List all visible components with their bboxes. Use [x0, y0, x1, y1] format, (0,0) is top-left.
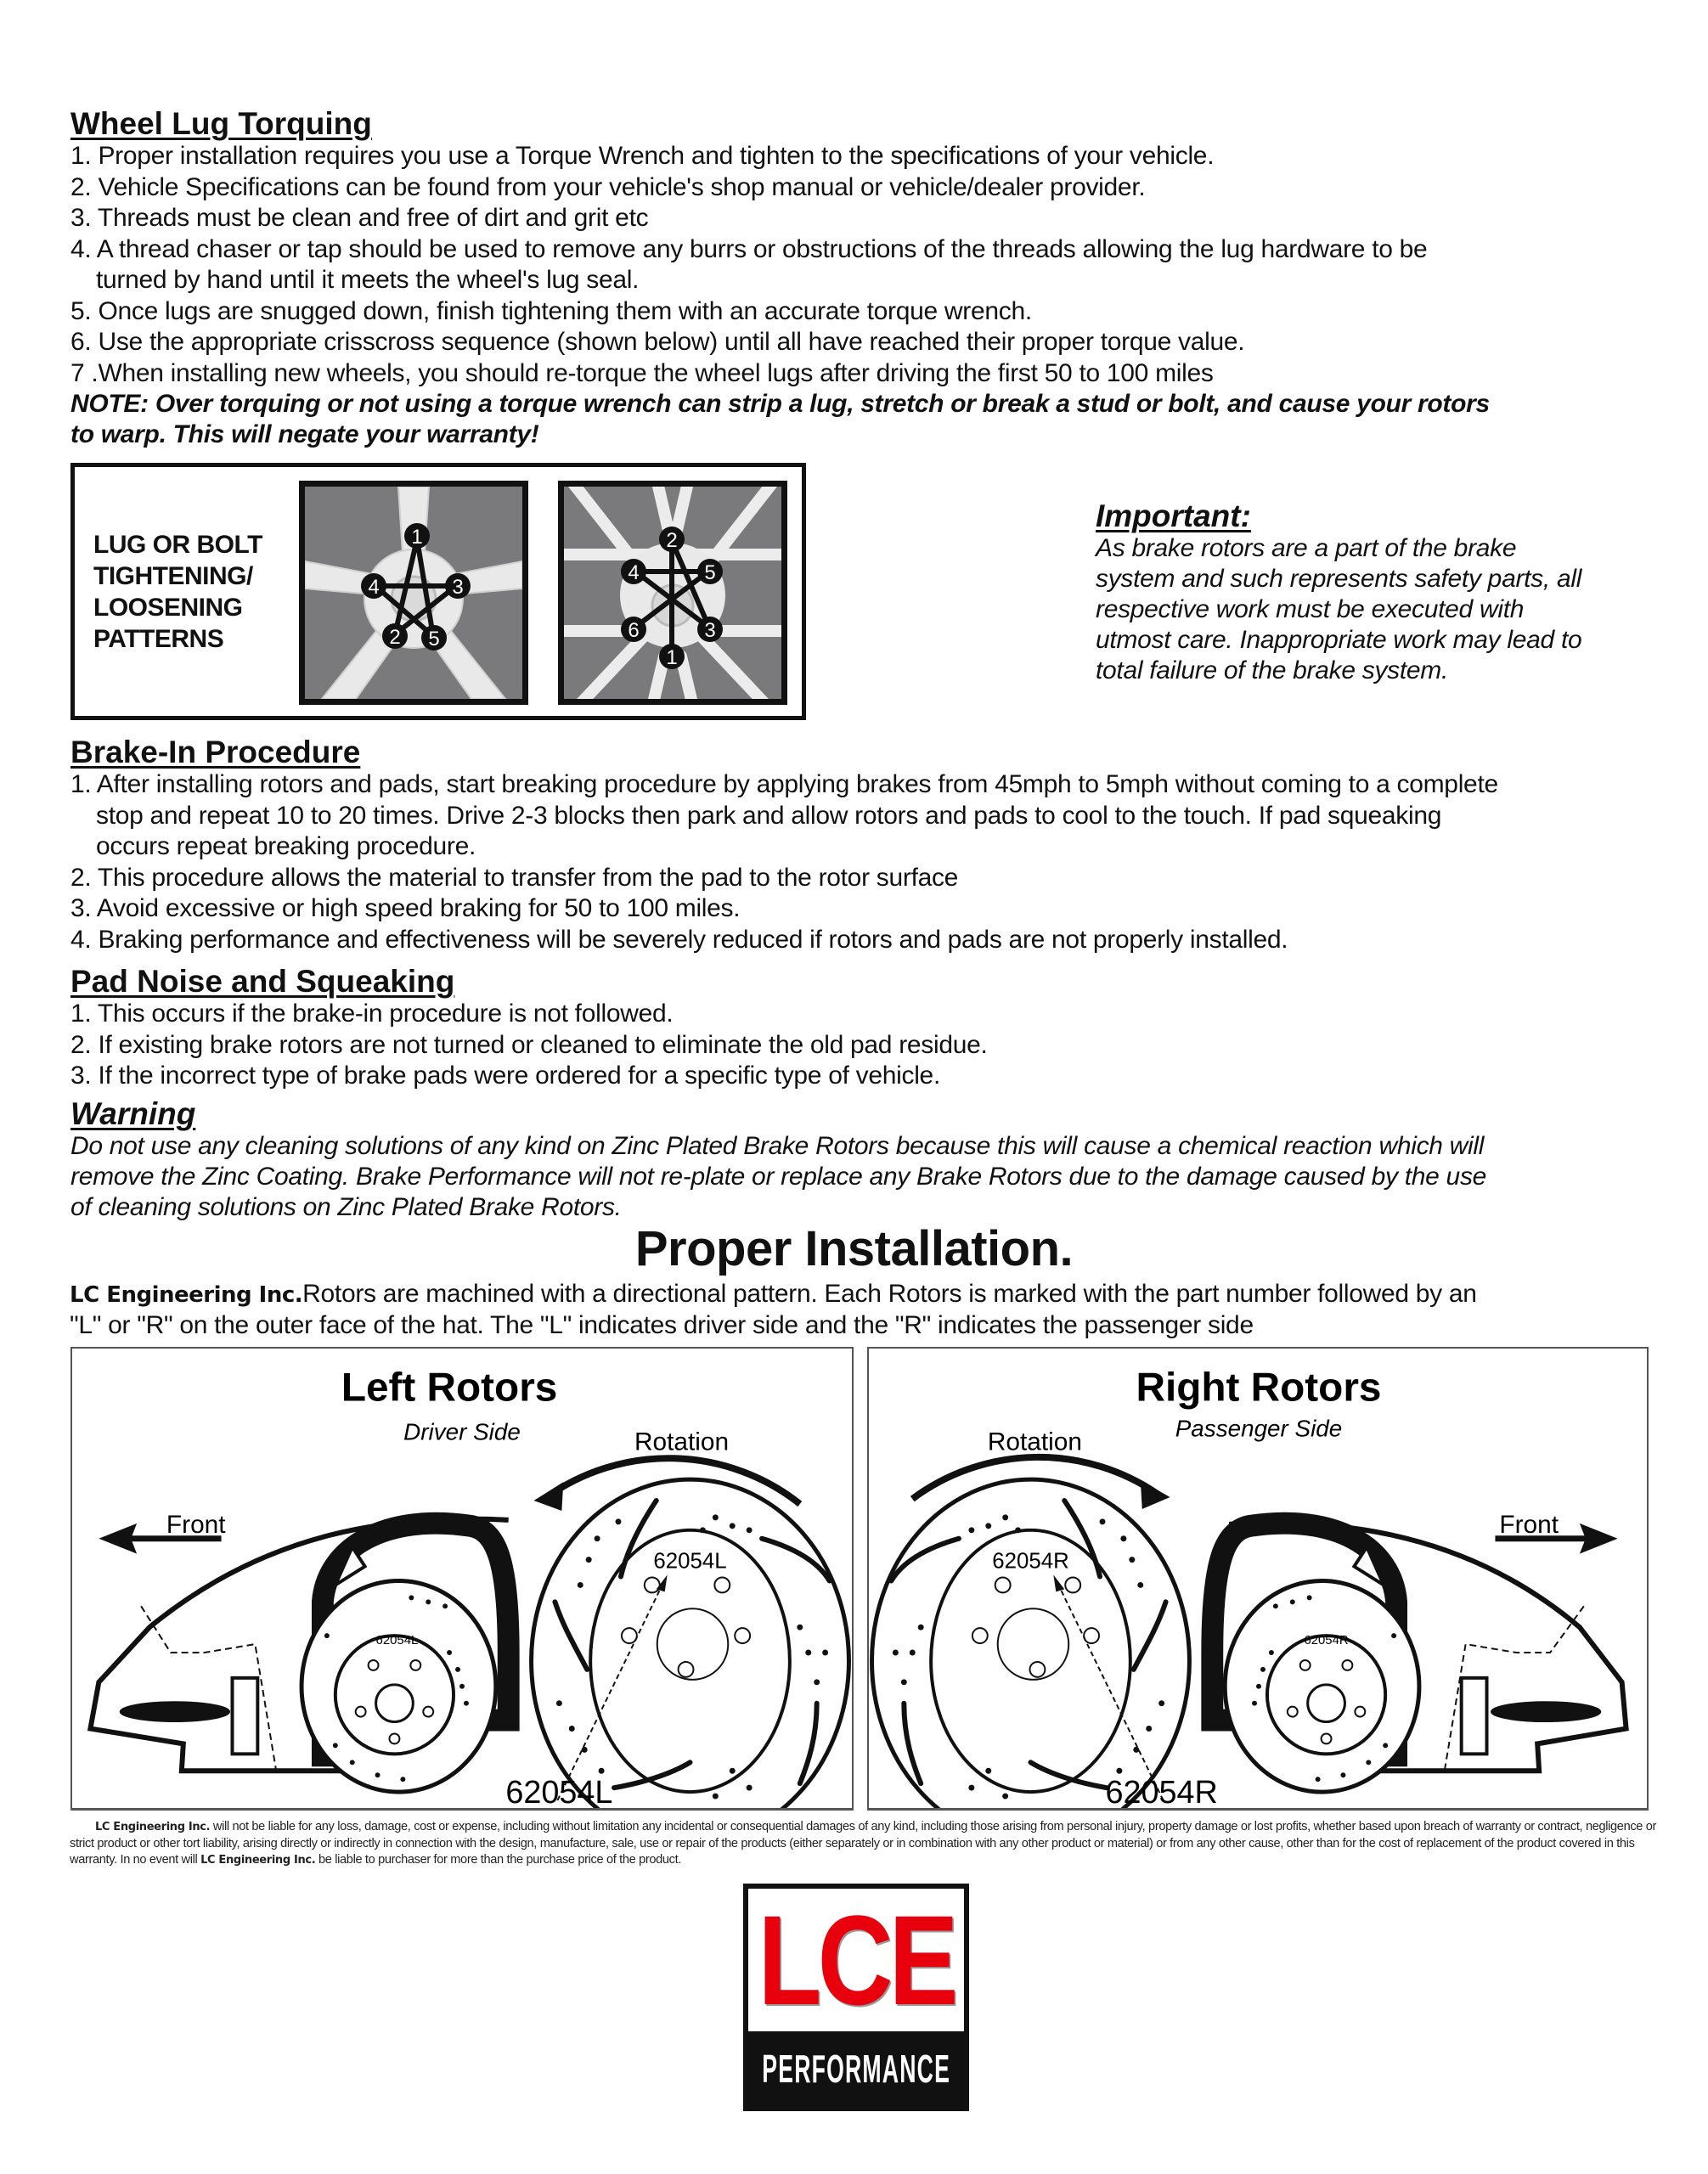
part-number-hat: 62054R — [992, 1549, 1069, 1574]
pad-noise-heading: Pad Noise and Squeaking — [70, 964, 455, 999]
brand-name: LC Engineering Inc. — [95, 1821, 211, 1833]
warning-heading: Warning — [70, 1096, 196, 1131]
proper-installation-title: Proper Installation. — [634, 1221, 1074, 1276]
list-item: 2. If existing brake rotors are not turned or cleaned to eliminate the old pad residue. — [70, 1030, 988, 1059]
label-line: PATTERNS — [93, 625, 224, 653]
lug-number: 4 — [368, 576, 380, 599]
list-item: 1. After installing rotors and pads, start breaking procedure by applying brakes from 45mph to 5mph without coming to a complete — [70, 770, 1498, 798]
multi-spoke-wheel-image — [564, 487, 781, 699]
right-rotors-panel — [867, 1347, 1649, 1811]
disclaimer-text: be liable to purchaser for more than the purchase price of the product. — [315, 1853, 682, 1867]
warning-line: of cleaning solutions on Zinc Plated Brake Rotors. — [70, 1193, 622, 1221]
lug-number: 3 — [704, 619, 716, 642]
right-rotor-diagram — [869, 1349, 1647, 1808]
right-panel-subtitle: Passenger Side — [1175, 1415, 1343, 1442]
list-item: 3. Threads must be clean and free of dirt and grit etc — [70, 204, 649, 232]
lug-number: 2 — [666, 529, 678, 552]
warning-line: remove the Zinc Coating. Brake Performance will not re-plate or replace any Brake Rotors due to the damage caused by the use — [70, 1163, 1487, 1191]
part-number-callout: 62054L — [505, 1775, 613, 1808]
lug-number: 1 — [666, 646, 678, 669]
list-item-continuation: occurs repeat breaking procedure. — [96, 832, 476, 860]
large-rotor — [872, 1479, 1190, 1808]
warning-line: Do not use any cleaning solutions of any kind on Zinc Plated Brake Rotors because this will cause a chemical reaction which will — [70, 1132, 1485, 1160]
lug-number: 5 — [428, 628, 440, 651]
intro-text: "L" or "R" on the outer face of the hat. The "L" indicates driver side and the "R" indicates the passenger side — [70, 1311, 1254, 1339]
label-line: TIGHTENING/ — [93, 562, 253, 590]
small-rotor — [302, 1580, 496, 1792]
right-panel-title: Right Rotors — [1136, 1365, 1382, 1411]
part-number-small: 62054L — [375, 1634, 419, 1648]
six-lug-wheel-diagram — [558, 481, 787, 705]
left-rotors-panel — [70, 1347, 854, 1811]
note-line: NOTE: Over torquing or not using a torque wrench can strip a lug, stretch or break a stud or bolt, and cause your rotors — [70, 390, 1490, 418]
left-panel-title: Left Rotors — [341, 1365, 558, 1411]
brake-in-heading: Brake-In Procedure — [70, 735, 361, 769]
logo-lce-text: LCE — [758, 1889, 955, 2031]
small-rotor — [1225, 1580, 1419, 1792]
list-item: 4. Braking performance and effectiveness will be severely reduced if rotors and pads are not properly installed. — [70, 925, 1288, 954]
large-rotor — [532, 1479, 849, 1808]
front-label: Front — [1499, 1510, 1559, 1539]
wheel-lug-list — [70, 141, 1427, 389]
intro-text: Rotors are machined with a directional pattern. Each Rotors is marked with the part number followed by an — [302, 1280, 1477, 1308]
part-number-hat: 62054L — [653, 1549, 727, 1574]
label-line: LOOSENING — [93, 594, 243, 622]
important-notice — [1096, 499, 1673, 686]
list-item: 5. Once lugs are snugged down, finish tightening them with an accurate torque wrench. — [70, 296, 1032, 325]
part-number-small: 62054R — [1304, 1634, 1349, 1648]
warning-text — [70, 1131, 1486, 1223]
important-line: total failure of the brake system. — [1096, 656, 1449, 684]
brand-name: LC Engineering Inc. — [200, 1854, 316, 1867]
list-item: 2. This procedure allows the material to transfer from the pad to the rotor surface — [70, 863, 959, 892]
lug-number: 1 — [411, 526, 423, 549]
important-heading: Important: — [1096, 498, 1251, 533]
pad-noise-list — [70, 999, 988, 1092]
wheel-lug-heading: Wheel Lug Torquing — [70, 106, 372, 141]
rotation-label: Rotation — [987, 1428, 1083, 1456]
lug-number: 5 — [704, 561, 716, 584]
important-line: respective work must be executed with — [1096, 595, 1525, 623]
lce-performance-logo — [743, 1884, 969, 2111]
brand-name: LC Engineering Inc. — [70, 1282, 303, 1308]
brake-in-list — [70, 769, 1498, 955]
lug-number: 2 — [389, 626, 401, 649]
list-item-continuation: turned by hand until it meets the wheel's lug seal. — [96, 266, 640, 294]
list-item: 4. A thread chaser or tap should be used to remove any burrs or obstructions of the threads allowing the lug hardware to be — [70, 234, 1428, 263]
list-item: 6. Use the appropriate crisscross sequence (shown below) until all have reached their proper torque value. — [70, 328, 1245, 356]
list-item: 1. Proper installation requires you use a Torque Wrench and tighten to the specifications of your vehicle. — [70, 142, 1215, 170]
disclaimer-text: will not be liable for any loss, damage, cost or expense, including without limitation any incidental or consequential damages of any kind, including those arising from personal injury, property damage or lost profits, whether based upon breach of warranty or contract, negligence or strict product or other tort liability, arising directly or indirectly in connection with the design, manufacture, sale, use or repair of the products (either separately or in combination with any other product or material) or from any other cause, other than for the cost of replacement of the product covered in this warranty. In no event will — [70, 1820, 1657, 1867]
five-spoke-wheel-image — [305, 487, 522, 699]
left-panel-subtitle: Driver Side — [403, 1418, 521, 1445]
lug-number: 3 — [452, 576, 464, 599]
lug-number: 6 — [628, 619, 640, 642]
left-rotor-diagram — [72, 1349, 852, 1808]
important-line: As brake rotors are a part of the brake — [1096, 534, 1517, 562]
list-item-continuation: stop and repeat 10 to 20 times. Drive 2-3 blocks then park and allow rotors and pads to cool to the touch. If pad squeaking — [96, 801, 1442, 830]
important-line: utmost care. Inappropriate work may lead to — [1096, 626, 1582, 654]
label-line: LUG OR BOLT — [93, 531, 262, 559]
front-label: Front — [166, 1510, 226, 1539]
lug-pattern-label — [93, 529, 262, 655]
rotation-label: Rotation — [634, 1428, 730, 1456]
installation-intro — [70, 1279, 1683, 1341]
logo-performance-text: PERFORMANCE — [762, 2047, 950, 2091]
list-item: 7 .When installing new wheels, you should re-torque the wheel lugs after driving the first 50 to 100 miles — [70, 358, 1214, 387]
lug-number: 4 — [628, 561, 640, 584]
part-number-callout: 62054R — [1105, 1775, 1218, 1808]
important-line: system and such represents safety parts, all — [1096, 565, 1582, 593]
five-lug-wheel-diagram — [299, 481, 528, 705]
torque-note — [70, 389, 1490, 450]
note-line: to warp. This will negate your warranty! — [70, 420, 539, 448]
list-item: 3. Avoid excessive or high speed braking for 50 to 100 miles. — [70, 894, 741, 922]
liability-disclaimer — [70, 1819, 1658, 1869]
list-item: 3. If the incorrect type of brake pads were ordered for a specific type of vehicle. — [70, 1062, 940, 1090]
list-item: 1. This occurs if the brake-in procedure is not followed. — [70, 1000, 674, 1028]
list-item: 2. Vehicle Specifications can be found from your vehicle's shop manual or vehicle/dealer provider. — [70, 172, 1146, 201]
